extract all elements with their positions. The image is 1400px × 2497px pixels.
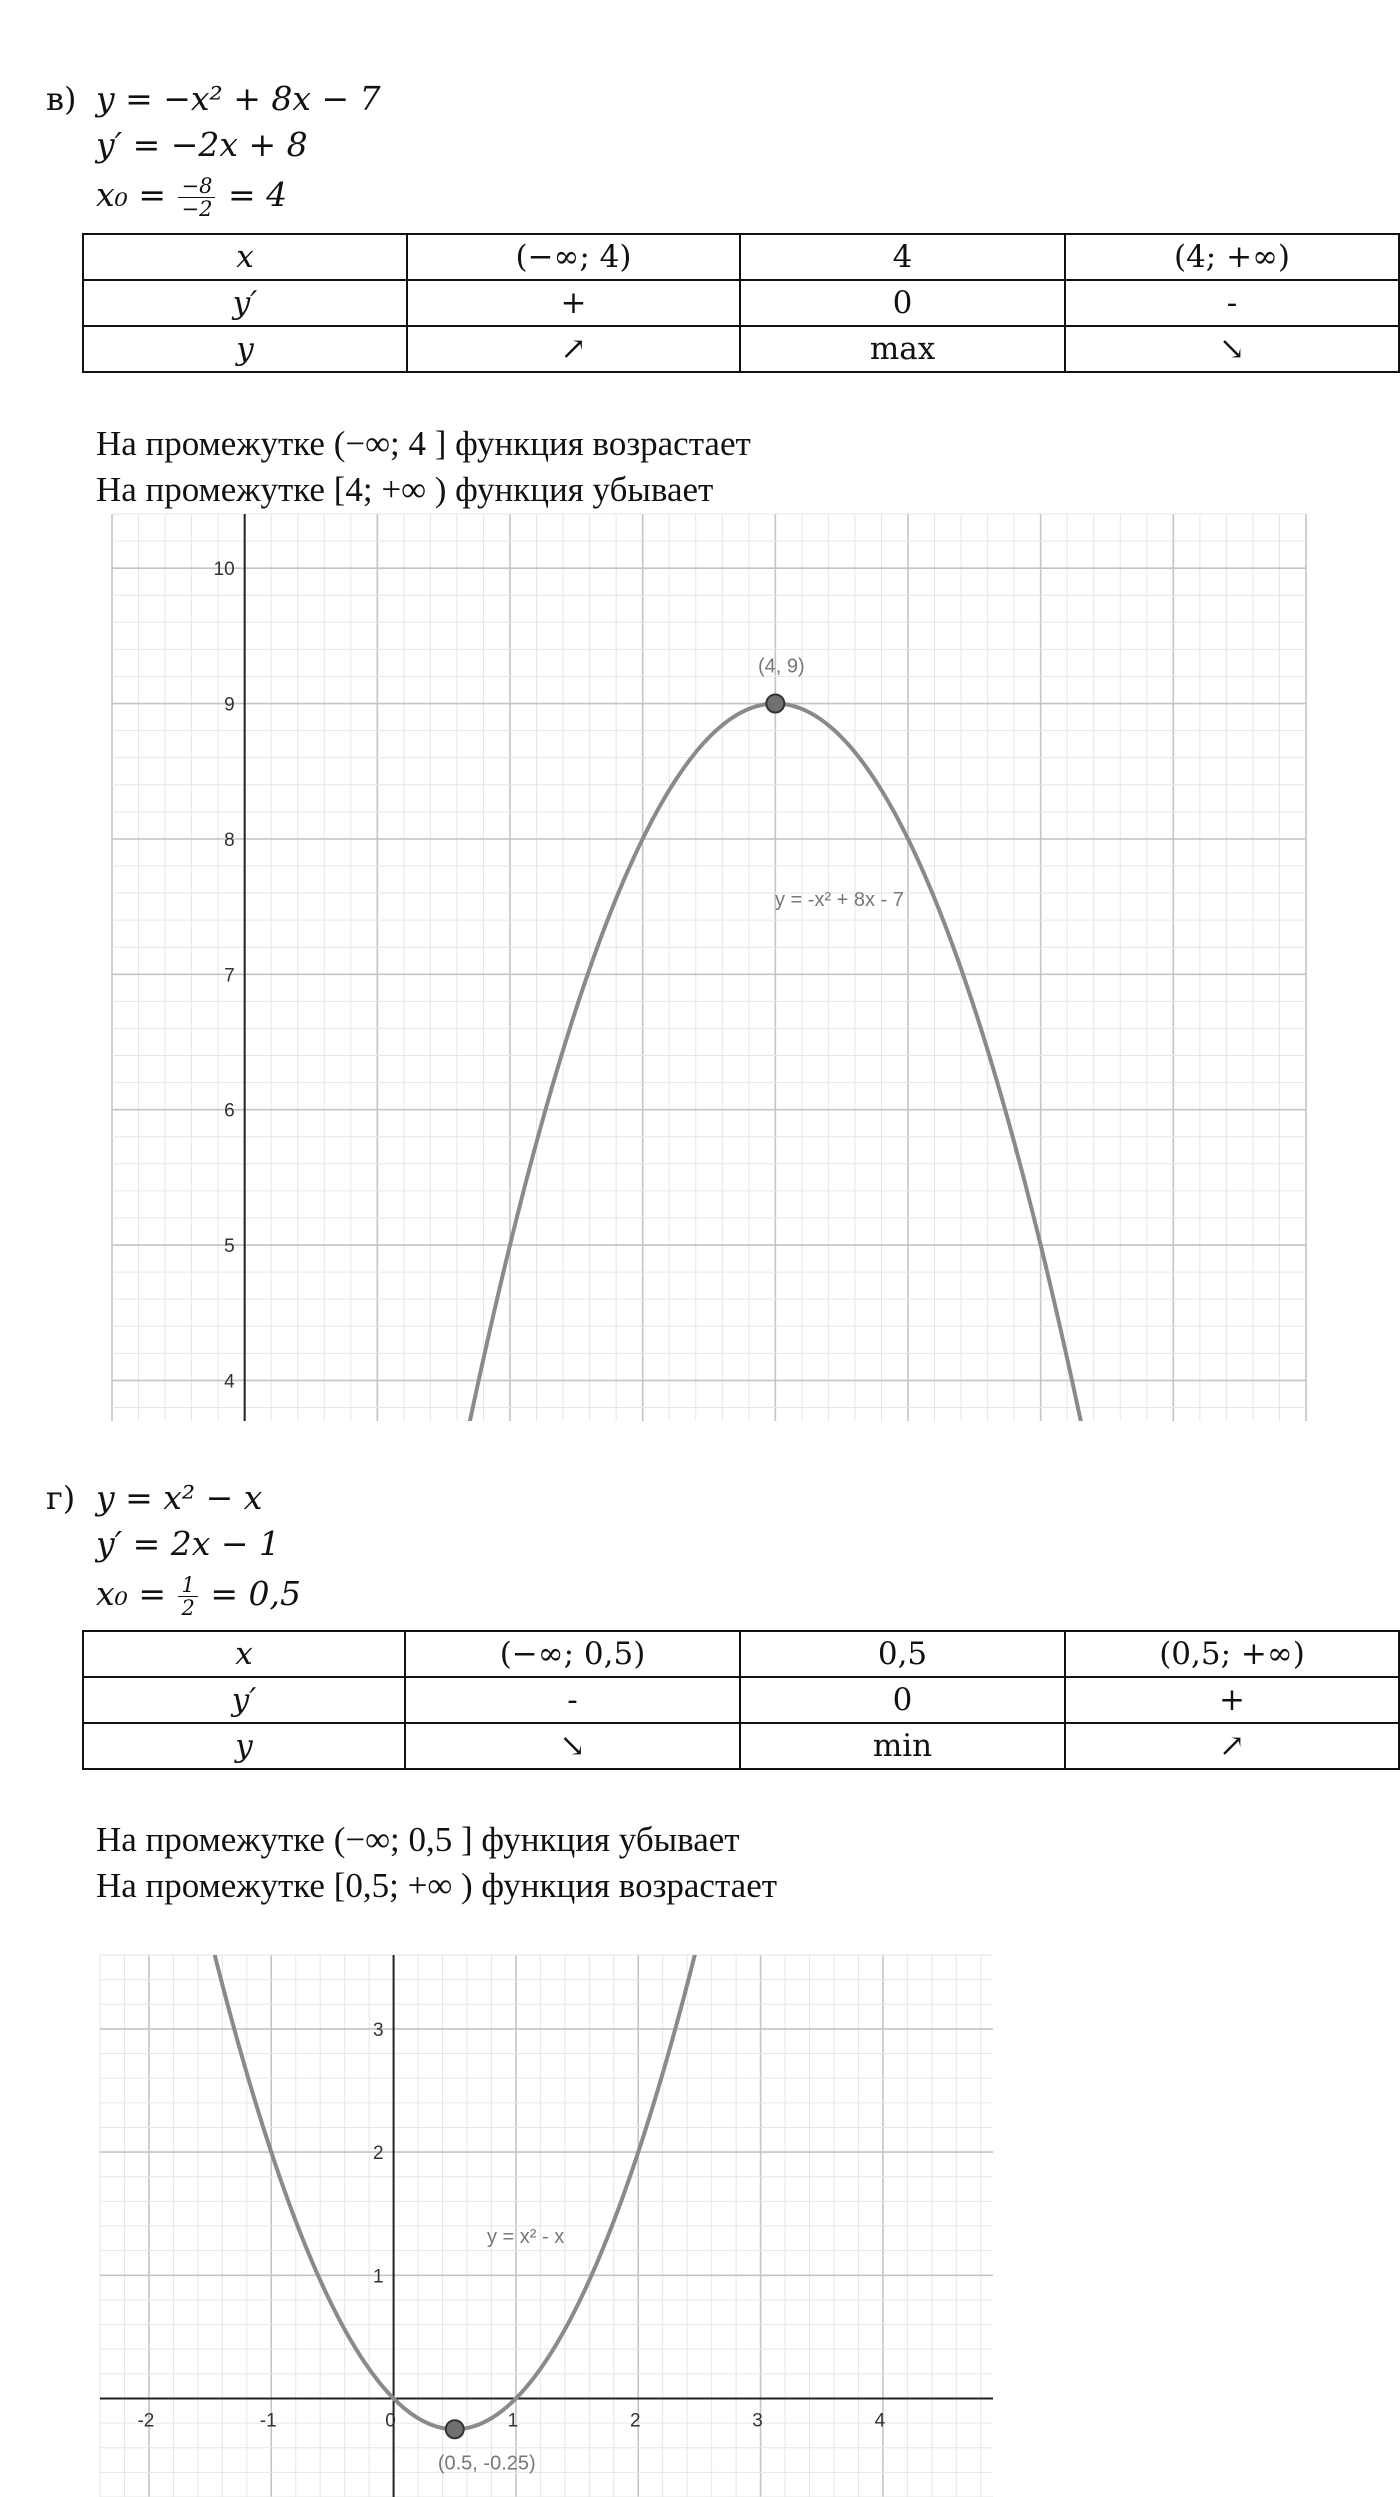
table-cell: y′ [83, 280, 407, 326]
table-cell: min [740, 1723, 1065, 1769]
table-cell: ↗ [407, 326, 740, 372]
y-tick-label: 8 [224, 829, 235, 851]
curve-label: y = x² - x [487, 2226, 565, 2248]
table-cell: 0 [740, 1677, 1065, 1723]
y-tick-label: 10 [213, 559, 235, 581]
y-tick-label: 7 [224, 965, 235, 987]
table-cell: (0,5; +∞) [1065, 1631, 1399, 1677]
y-tick-label: 9 [224, 694, 235, 716]
section-g-interval-text-1: На промежутке (−∞; 0,5 ] функция убывает [96, 1820, 740, 1859]
x0-prefix: x₀ = [96, 175, 166, 214]
section-g-function: y = x² − x [96, 1478, 263, 1517]
section-g-letter: г) [46, 1479, 76, 1517]
fraction-denominator: 2 [181, 1595, 195, 1620]
x-tick-label: 0 [385, 2410, 396, 2432]
table-cell: x [83, 234, 407, 280]
x-tick-label: 3 [752, 2410, 763, 2432]
y-tick-label: 4 [224, 1371, 235, 1393]
curve-label: y = -x² + 8x - 7 [775, 889, 904, 911]
x-tick-label: 4 [874, 2410, 886, 2432]
table-cell: ↘ [1065, 326, 1399, 372]
table-cell: - [405, 1677, 740, 1723]
table-cell: 4 [740, 234, 1065, 280]
x0-prefix: x₀ = [96, 1574, 166, 1613]
x-tick-label: -2 [137, 2410, 155, 2432]
y-tick-label: 5 [224, 1236, 235, 1258]
section-v-interval-text-2: На промежутке [4; +∞ ) функция убывает [96, 470, 714, 509]
vertex-label: (0.5, -0.25) [437, 2452, 536, 2475]
table-cell: 0,5 [740, 1631, 1065, 1677]
table-cell: (4; +∞) [1065, 234, 1399, 280]
table-cell: (−∞; 0,5) [405, 1631, 740, 1677]
table-cell: x [83, 1631, 405, 1677]
table-cell: y [83, 326, 407, 372]
y-tick-label: 2 [373, 2143, 384, 2165]
table-cell: 0 [740, 280, 1065, 326]
x0-result: = 4 [227, 175, 288, 214]
fraction-numerator: 1 [178, 1574, 197, 1597]
table-cell: ↘ [405, 1723, 740, 1769]
vertex-label: (4, 9) [757, 655, 805, 678]
parabola-curve [100, 44, 993, 2432]
table-cell: + [407, 280, 740, 326]
table-cell: - [1065, 280, 1399, 326]
y-tick-label: 6 [224, 1100, 235, 1122]
y-tick-label: 3 [373, 2019, 384, 2041]
section-v-interval-text-1: На промежутке (−∞; 4 ] функция возрастает [96, 424, 751, 463]
section-v-derivative: y′ = −2x + 8 [96, 125, 308, 164]
section-g-interval-text-2: На промежутке [0,5; +∞ ) функция возрастает [96, 1866, 778, 1905]
section-v-letter: в) [46, 80, 77, 118]
section-v-function: y = −x² + 8x − 7 [96, 79, 381, 118]
x-tick-label: 1 [507, 2410, 519, 2432]
table-cell: (−∞; 4) [407, 234, 740, 280]
vertex-point [446, 2420, 464, 2438]
x-tick-label: 2 [629, 2410, 641, 2432]
table-cell: max [740, 326, 1065, 372]
fraction-denominator: −2 [181, 196, 213, 221]
x0-result: = 0,5 [210, 1574, 301, 1613]
table-cell: ↗ [1065, 1723, 1399, 1769]
x-tick-label: -1 [259, 2410, 277, 2432]
fraction-numerator: −8 [178, 175, 215, 198]
section-g-derivative: y′ = 2x − 1 [96, 1524, 280, 1563]
table-cell: + [1065, 1677, 1399, 1723]
table-cell: y′ [83, 1677, 405, 1723]
table-cell: y [83, 1723, 405, 1769]
y-tick-label: 1 [373, 2266, 384, 2288]
